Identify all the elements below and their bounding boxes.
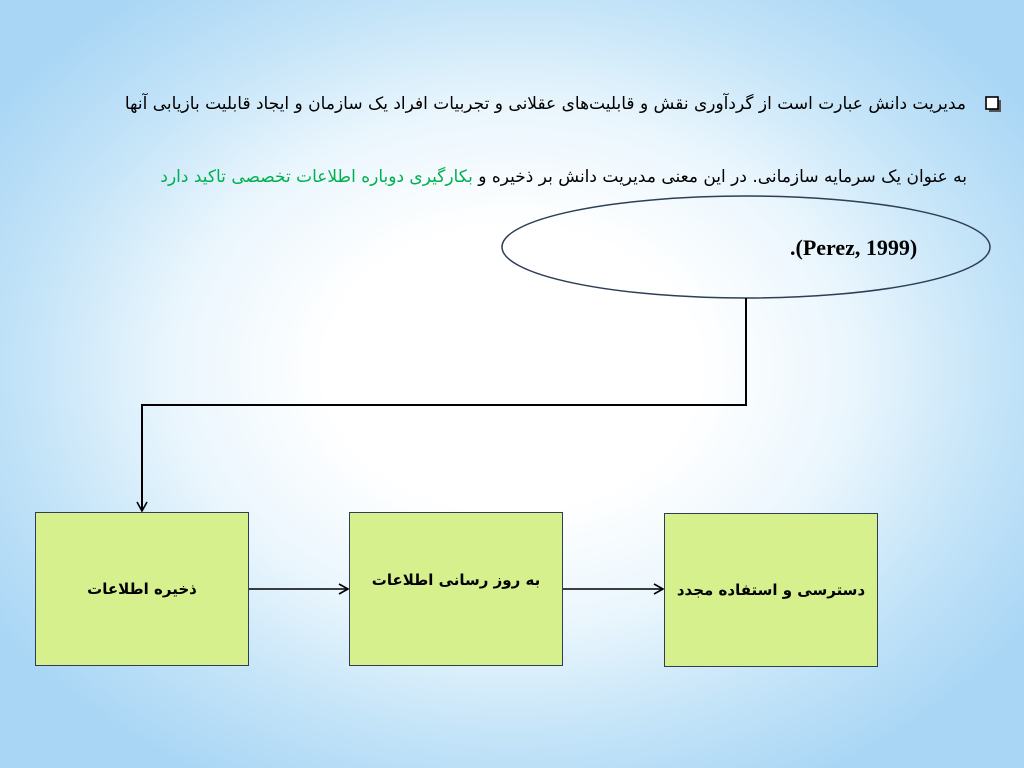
citation-text: .(Perez, 1999): [790, 235, 918, 260]
update-information-box: [349, 512, 563, 666]
ellipse-to-store-connector: [142, 298, 746, 511]
access-reuse-box: [664, 513, 878, 667]
access-reuse-label: دسترسی و استفاده مجدد: [676, 581, 866, 599]
store-information-box: [35, 512, 249, 666]
store-information-label: ذخیره اطلاعات: [87, 580, 197, 598]
definition-highlight: بکارگیری دوباره اطلاعات تخصصی تاکید دارد: [160, 167, 473, 187]
definition-line-2-text: به عنوان یک سرمایه سازمانی. در این معنی مدیریت دانش بر ذخیره و: [472, 167, 967, 187]
update-information-label: به روز رسانی اطلاعات: [371, 571, 541, 589]
definition-line-1: مدیریت دانش عبارت است از گردآوری نقش و قابلیت‌های عقلانی و تجربیات افراد یک سازمان و ایجاد قابلیت بازیابی آنها: [124, 94, 966, 114]
